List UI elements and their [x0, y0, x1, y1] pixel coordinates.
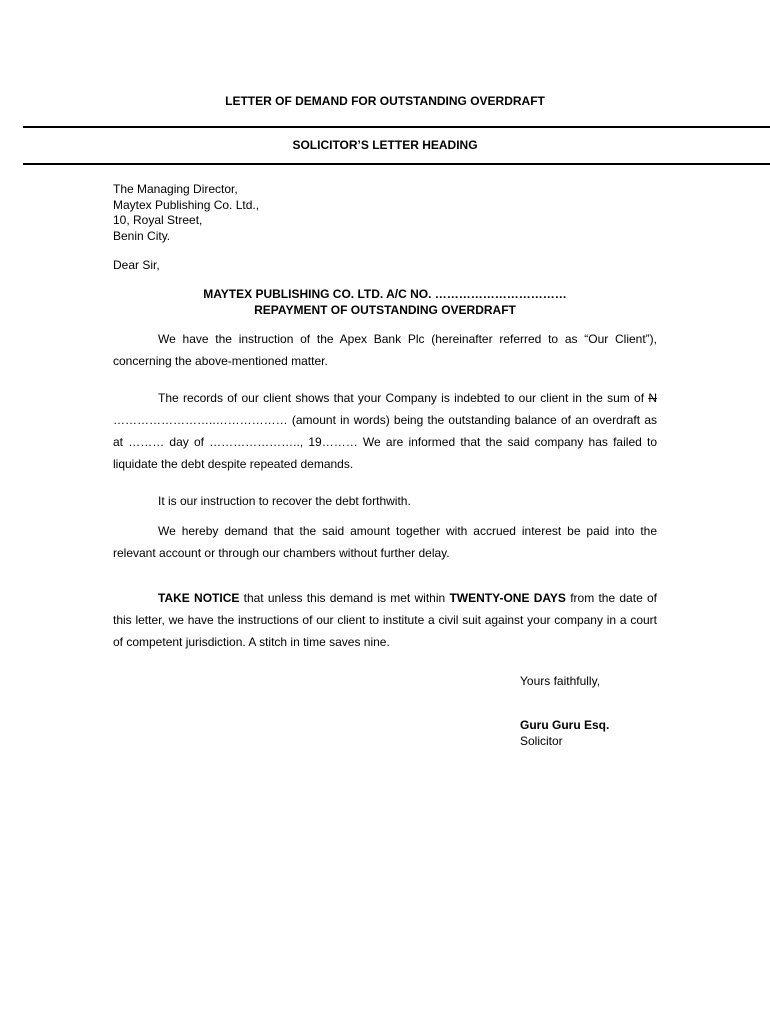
- address-line: Maytex Publishing Co. Ltd.,: [113, 197, 260, 212]
- address-line: Benin City.: [113, 228, 171, 243]
- records-lead-text: The records of our client shows that your Company is indebted to our client in the sum of: [158, 391, 645, 405]
- subject-line-account: MAYTEX PUBLISHING CO. LTD. A/C NO. ……………………………: [203, 287, 567, 301]
- recipient-address: [113, 182, 259, 244]
- paragraph-recover: It is our instruction to recover the debt forthwith.: [158, 494, 411, 508]
- paragraph-demand: We hereby demand that the said amount together with accrued interest be paid into the relevant account or through our chambers without further delay.: [113, 524, 657, 560]
- address-line: 10, Royal Street,: [113, 213, 203, 227]
- take-notice-bold: TAKE NOTICE: [158, 591, 240, 605]
- notice-text-1: that unless this demand is met within: [239, 591, 450, 605]
- salutation: Dear Sir,: [113, 258, 160, 272]
- twenty-one-days-bold: TWENTY-ONE DAYS: [449, 591, 566, 605]
- signature-block: [520, 717, 609, 749]
- bottom-divider: [23, 163, 770, 165]
- records-rest-text: ……………………..……………… (amount in words) being the outstanding balance of an overdraft as at ……… day of ………………….., 19……… We are informed that the said company has failed to liquidate the debt despite repeated demands.: [113, 413, 657, 471]
- address-line: The Managing Director,: [113, 182, 238, 196]
- notice-text-2: from the date of this letter, we have the instructions of our client to institute a civil suit against your company in a court of competent jurisdiction. A stitch in time saves nine.: [113, 591, 657, 649]
- paragraph-notice: [113, 587, 657, 653]
- signatory-title: Solicitor: [520, 734, 563, 748]
- letter-heading: SOLICITOR’S LETTER HEADING: [292, 138, 478, 152]
- signatory-name: Guru Guru Esq.: [520, 718, 610, 732]
- paragraph-records: [113, 387, 657, 475]
- subject-block: [0, 287, 770, 318]
- subject-line-repayment: REPAYMENT OF OUTSTANDING OVERDRAFT: [254, 302, 516, 317]
- closing: Yours faithfully,: [520, 674, 601, 688]
- top-divider: [23, 126, 770, 128]
- letter-title: LETTER OF DEMAND FOR OUTSTANDING OVERDRAFT: [225, 94, 545, 108]
- paragraph-instruction: We have the instruction of the Apex Bank Plc (hereinafter referred to as “Our Client”), concerning the above-mentioned matter.: [113, 332, 657, 368]
- currency-symbol: N: [648, 391, 657, 405]
